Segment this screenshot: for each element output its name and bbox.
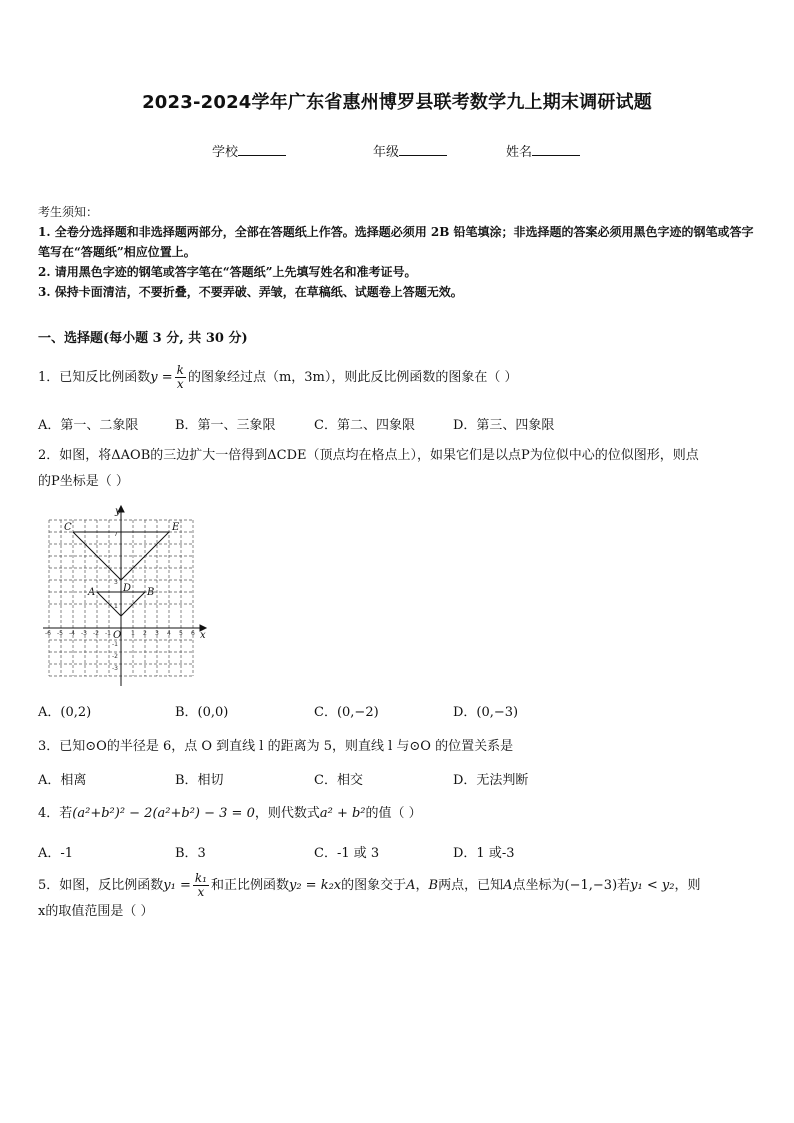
exam-title: 2023-2024学年广东省惠州博罗县联考数学九上期末调研试题 (142, 92, 652, 113)
question-2: 2．如图，将ΔAOB的三边扩大一倍得到ΔCDE（顶点均在格点上），如果它们是以点P为位似中心的位似图形，则点 的P坐标是（ ） (38, 448, 699, 489)
option-c[interactable]: C．相交 (314, 773, 363, 788)
svg-text:1: 1 (131, 630, 135, 637)
label-e: E (172, 522, 180, 533)
notice-item-3: 3. 保持卡面清洁，不要折叠，不要弄破、弄皱，在草稿纸、试题卷上答题无效。 (38, 285, 463, 299)
svg-text:-1: -1 (105, 630, 111, 637)
option-b[interactable]: B．第一、三象限 (175, 418, 276, 433)
option-a[interactable]: A．相离 (38, 773, 87, 788)
question-4-options (38, 842, 760, 864)
question-3-options (38, 769, 760, 791)
option-d[interactable]: D．1 或-3 (453, 846, 515, 861)
svg-text:4: 4 (167, 630, 171, 637)
label-b: B (147, 587, 155, 598)
exam-notice (38, 202, 758, 302)
svg-text:1: 1 (114, 603, 118, 610)
option-b[interactable]: B．3 (175, 846, 206, 861)
svg-text:-1: -1 (112, 641, 118, 648)
question-5: 5．如图，反比例函数y₁ = $\frac{\text{k₁}}{x}$ 和正比例函数y₂ = k₂x的图象交于A，B两点，已知A点坐标为(−1,−3)若y₁ < y₂，则 x的取值范围是（ ） (38, 871, 701, 919)
svg-text:-4: -4 (69, 630, 75, 637)
label-d: D (123, 583, 132, 594)
option-c[interactable]: C．-1 或 3 (314, 846, 380, 861)
label-a: A (88, 587, 96, 598)
svg-text:-5: -5 (57, 630, 63, 637)
svg-text:-2: -2 (93, 630, 99, 637)
option-a[interactable]: A．(0,2) (38, 705, 92, 720)
name-field: 姓名 (506, 141, 580, 160)
svg-text:-6: -6 (45, 630, 51, 637)
svg-text:-2: -2 (112, 653, 118, 660)
option-c[interactable]: C．第二、四象限 (314, 418, 415, 433)
question-4: 4．若(a²+b²)² − 2(a²+b²) − 3 = 0，则代数式a² + b²的值（ ） (38, 806, 422, 821)
question-1-options (38, 414, 760, 436)
option-d[interactable]: D．第三、四象限 (453, 418, 555, 433)
option-a[interactable]: A．第一、二象限 (38, 418, 139, 433)
equation: (a²+b²)² − 2(a²+b²) − 3 = 0 (72, 806, 255, 821)
option-d[interactable]: D．(0,−3) (453, 705, 519, 720)
svg-text:5: 5 (179, 630, 183, 637)
notice-item-1: 1. 全卷分选择题和非选择题两部分，全部在答题纸上作答。选择题必须用 2B 铅笔填涂；非选择题的答案必须用黑色字迹的钢笔或答字笔写在“答题纸”相应位置上。 (38, 225, 754, 259)
svg-text:2: 2 (143, 630, 147, 637)
svg-text:3: 3 (155, 630, 159, 637)
notice-heading: 考生须知： (38, 205, 99, 219)
question-2-options (38, 701, 760, 723)
svg-text:-3: -3 (112, 665, 118, 672)
svg-text:-3: -3 (81, 630, 87, 637)
label-y: y (115, 506, 121, 517)
label-c: C (64, 522, 72, 533)
student-info-row (0, 141, 794, 161)
school-field: 学校 (212, 141, 286, 160)
notice-item-2: 2. 请用黑色字迹的钢笔或答字笔在“答题纸”上先填写姓名和准考证号。 (38, 265, 417, 279)
question-1: 1．已知反比例函数y = $\frac{k}{x}$ 的图象经过点（m，3m），则此反比例函数的图象在（ ） (38, 363, 518, 391)
option-d[interactable]: D．无法判断 (453, 773, 529, 788)
option-b[interactable]: B．相切 (175, 773, 224, 788)
axis-tick-labels (45, 531, 195, 672)
label-o: O (113, 630, 122, 641)
svg-text:6: 6 (191, 630, 195, 637)
expression: a² + b² (319, 806, 366, 821)
section-heading: 一、选择题(每小题 3 分, 共 30 分) (38, 331, 248, 346)
grade-field: 年级 (373, 141, 447, 160)
coordinate-grid-figure (40, 503, 215, 688)
label-x: x (200, 630, 206, 641)
svg-text:3: 3 (114, 579, 118, 586)
option-c[interactable]: C．(0,−2) (314, 705, 379, 720)
option-a[interactable]: A．-1 (38, 846, 74, 861)
option-b[interactable]: B．(0,0) (175, 705, 229, 720)
svg-text:7: 7 (114, 531, 118, 538)
question-3: 3．已知⊙O的半径是 6，点 O 到直线 l 的距离为 5，则直线 l 与⊙O 的位置关系是 (38, 739, 514, 754)
